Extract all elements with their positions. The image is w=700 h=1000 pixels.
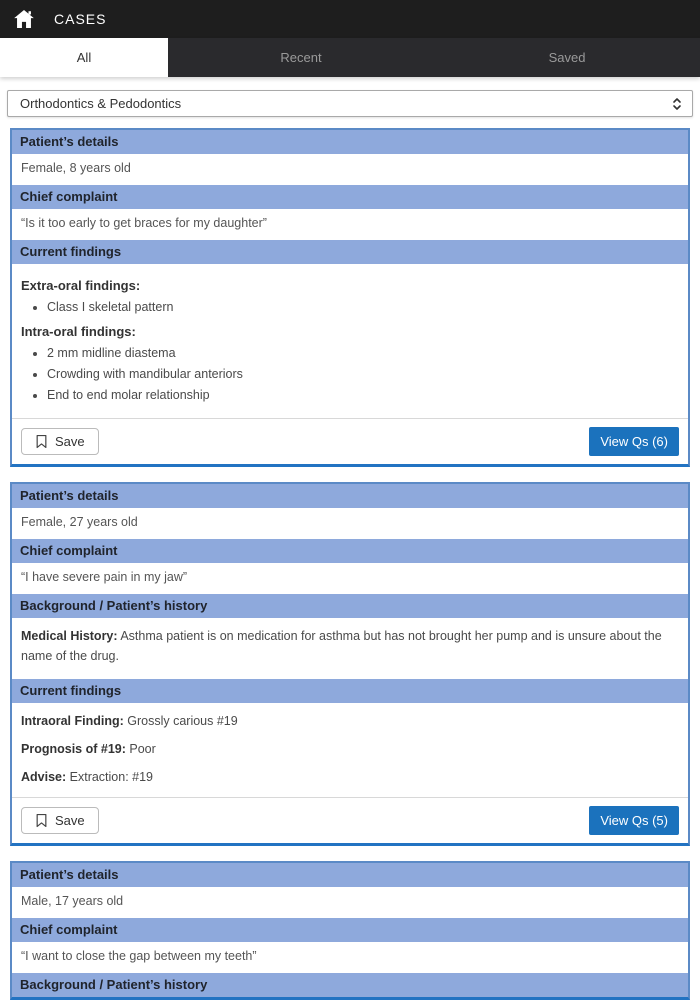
section-header: Background / Patient’s history [12,594,688,618]
bold-label: Intraoral Finding: [21,713,124,728]
section-header: Current findings [12,240,688,264]
finding-item: • Class I skeletal pattern [47,299,679,316]
case-card-list [0,128,700,1000]
view-qs-button[interactable]: View Qs (5) [589,806,679,835]
save-button-label: Save [55,812,85,828]
card-section [12,973,688,997]
finding-item: • 2 mm midline diastema [47,345,679,362]
save-button-label: Save [55,433,85,449]
card-section [12,918,688,970]
section-paragraph: Prognosis of #19: Poor [21,741,156,756]
tab-bar [0,38,700,77]
findings-list [21,299,679,316]
specialty-filter-wrap [7,90,693,117]
section-header: Chief complaint [12,918,688,942]
card-section [12,679,688,797]
card-section [12,240,688,418]
bookmark-icon [35,813,48,828]
section-paragraph: Medical History: Asthma patient is on medication for asthma but has not brought her pump and is unsure about the name of the drug. [21,628,662,663]
findings-list [21,345,679,404]
findings-group-label: Extra-oral findings: [21,278,141,293]
section-header: Background / Patient’s history [12,973,688,997]
save-button[interactable] [21,807,99,834]
section-paragraph: Intraoral Finding: Grossly carious #19 [21,713,238,728]
specialty-select[interactable] [7,90,693,117]
tab-all[interactable]: All [0,38,168,77]
save-button[interactable] [21,428,99,455]
section-header: Patient’s details [12,130,688,154]
card-section [12,484,688,536]
section-paragraph: Advise: Extraction: #19 [21,769,154,784]
bookmark-icon [35,434,48,449]
page-title: CASES [54,11,107,27]
section-text: “I want to close the gap between my teeth” [21,948,257,963]
card-section [12,594,688,676]
card-footer [12,797,688,843]
specialty-select-value: Orthodontics & Pedodontics [20,96,182,111]
home-button[interactable] [14,10,34,28]
section-text: Female, 27 years old [21,514,138,529]
finding-item: • End to end molar relationship [47,387,679,404]
section-body [12,618,688,676]
home-icon [14,10,34,28]
section-text: Female, 8 years old [21,161,131,175]
card-section [12,539,688,591]
card-section [12,863,688,915]
section-body [12,264,688,418]
card-footer [12,418,688,464]
findings-group-label: Intra-oral findings: [21,323,136,339]
section-text: “Is it too early to get braces for my daughter” [21,216,267,230]
section-text: Male, 17 years old [21,893,124,908]
section-header: Patient’s details [12,863,688,887]
bold-label: Medical History: [21,628,118,643]
top-app-bar [0,0,700,38]
updown-chevron-icon [672,97,682,111]
section-header: Chief complaint [12,539,688,563]
case-card [10,482,690,846]
tab-recent[interactable]: Recent [280,50,322,65]
case-card [10,128,690,467]
card-section [12,130,688,182]
section-header: Patient’s details [12,484,688,508]
section-body [12,703,688,797]
finding-item: • Crowding with mandibular anteriors [47,366,679,383]
card-section [12,185,688,237]
view-qs-button[interactable]: View Qs (6) [589,427,679,456]
case-card [10,861,690,1000]
section-text: “I have severe pain in my jaw” [21,569,188,584]
tab-saved[interactable]: Saved [548,50,586,65]
bold-label: Prognosis of #19: [21,741,126,756]
bold-label: Advise: [21,769,67,784]
section-header: Chief complaint [12,185,688,209]
section-header: Current findings [12,679,688,703]
